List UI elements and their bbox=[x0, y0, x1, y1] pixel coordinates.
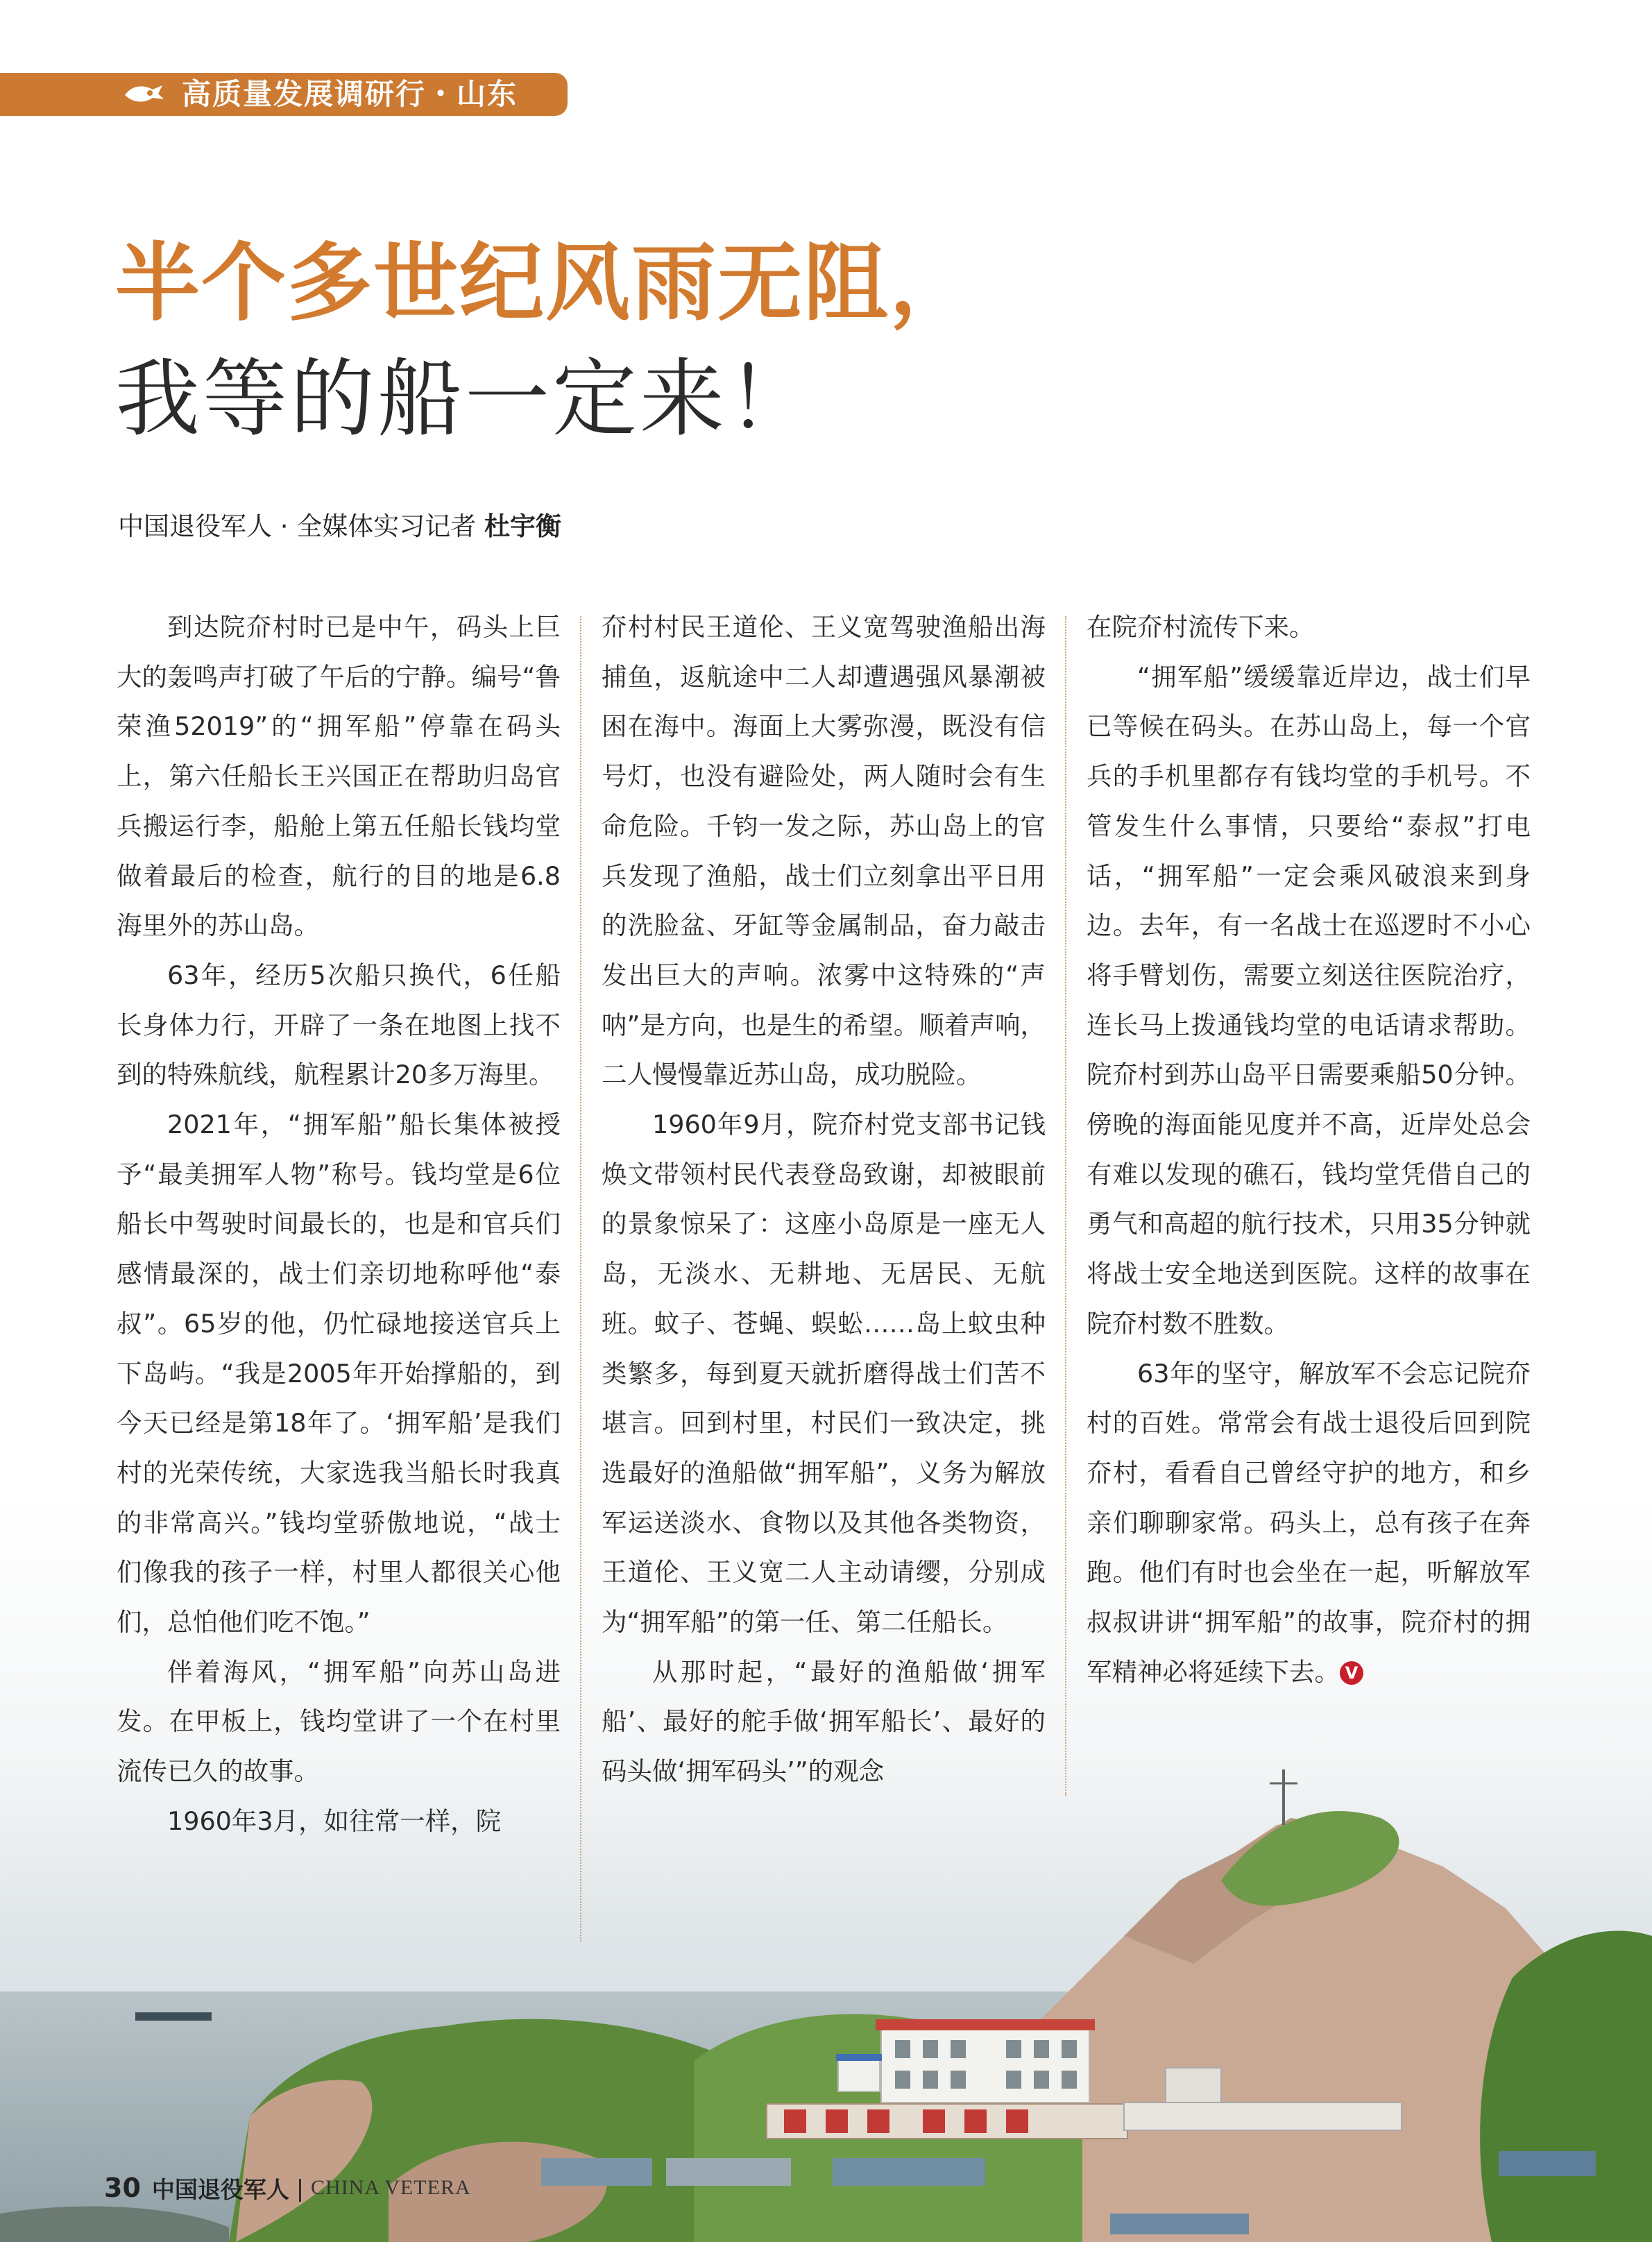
byline-author: 杜宇衡 bbox=[484, 511, 562, 541]
paragraph: 到达院夼村时已是中午，码头上巨大的轰鸣声打破了午后的宁静。编号“鲁荣渔52019”的“拥军船”停靠在码头上，第六任船长王兴国正在帮助归岛官兵搬运行李，船舱上第五任船长钱均堂做着最后的检查，航行的目的地是6.8海里外的苏山岛。 bbox=[117, 612, 561, 941]
paragraph-text: 63年的坚守，解放军不会忘记院夼村的百姓。常常会有战士退役后回到院夼村，看看自己曾经守护的地方，和乡亲们聊聊家常。码头上，总有孩子在奔跑。他们有时也会坐在一起，听解放军叔叔讲讲“拥军船”的故事，院夼村的拥军精神必将延续下去。 bbox=[1087, 1358, 1531, 1687]
column-divider-2 bbox=[1065, 616, 1066, 1796]
paragraph: 2021年，“拥军船”船长集体被授予“最美拥军人物”称号。钱均堂是6位船长中驾驶时间最长的，也是和官兵们感情最深的，战士们亲切地称呼他“泰叔”。65岁的他，仍忙碌地接送官兵上下岛屿。“我是2005年开始撑船的，到今天已经是第18年了。‘拥军船’是我们村的光荣传统，大家选我当船长时我真的非常高兴。”钱均堂骄傲地说，“战士们像我的孩子一样，村里人都很关心他们，总怕他们吃不饱。” bbox=[117, 1110, 561, 1638]
paragraph: 伴着海风，“拥军船”向苏山岛进发。在甲板上，钱均堂讲了一个在村里流传已久的故事。 bbox=[117, 1656, 561, 1787]
magazine-english-name: CHINA VETERA bbox=[311, 2176, 471, 2199]
slogan-wall bbox=[767, 2104, 1127, 2139]
article-column-2 bbox=[602, 602, 1046, 1797]
magazine-name: 中国退役军人 bbox=[151, 2175, 289, 2203]
article-column-1 bbox=[117, 602, 561, 1846]
paragraph: 1960年3月，如往常一样，院 bbox=[167, 1806, 502, 1836]
distant-ship bbox=[135, 2012, 212, 2021]
page-number: 30 bbox=[104, 2173, 141, 2203]
column-divider-1 bbox=[580, 616, 581, 1942]
byline bbox=[118, 505, 561, 543]
veterans-logo-icon bbox=[122, 80, 167, 109]
paragraph: 从那时起，“最好的渔船做‘拥军船’、最好的舵手做‘拥军船长’、最好的码头做‘拥军码头’”的观念 bbox=[602, 1656, 1046, 1787]
paragraph: “拥军船”缓缓靠近岸边，战士们早已等候在码头。在苏山岛上，每一个官兵的手机里都存有钱均堂的手机号。不管发生什么事情，只要给“泰叔”打电话，“拥军船”一定会乘风破浪来到身边。去年，有一名战士在巡逻时不小心将手臂划伤，需要立刻送往医院治疗，连长马上拨通钱均堂的电话请求帮助。院夼村到苏山岛平日需要乘船50分钟。傍晚的海面能见度并不高，近岸处总会有难以发现的礁石，钱均堂凭借自己的勇气和高超的航行技术，只用35分钟就将战士安全地送到医院。这样的故事在院夼村数不胜数。 bbox=[1087, 661, 1531, 1339]
page-footer bbox=[104, 2171, 471, 2205]
barracks-building bbox=[881, 2026, 1089, 2103]
end-mark-icon: V bbox=[1340, 1661, 1363, 1685]
title-line-2: 我等的船一定来！ bbox=[115, 350, 815, 448]
paragraph: 1960年9月，院夼村党支部书记钱焕文带领村民代表登岛致谢，却被眼前的景象惊呆了：这座小岛原是一座无人岛，无淡水、无耕地、无居民、无航班。蚊子、苍蝇、蜈蚣……岛上蚊虫种类繁多，每到夏天就折磨得战士们苦不堪言。回到村里，村民们一致决定，挑选最好的渔船做“拥军船”，义务为解放军运送淡水、食物以及其他各类物资，王道伦、王义宽二人主动请缨，分别成为“拥军船”的第一任、第二任船长。 bbox=[602, 1110, 1046, 1638]
byline-prefix: 中国退役军人 · 全媒体实习记者 bbox=[118, 511, 485, 541]
paragraph-continued: 夼村村民王道伦、王义宽驾驶渔船出海捕鱼，返航途中二人却遭遇强风暴潮被困在海中。海面上大雾弥漫，既没有信号灯，也没有避险处，两人随时会有生命危险。千钧一发之际，苏山岛上的官兵发现了渔船，战士们立刻拿出平日用的洗脸盆、牙缸等金属制品，奋力敲击发出巨大的声响。浓雾中这特殊的“声呐”是方向，也是生的希望。顺着声响，二人慢慢靠近苏山岛，成功脱险。 bbox=[602, 612, 1046, 1090]
section-tag-text: 高质量发展调研行・山东 bbox=[182, 77, 518, 111]
section-tag bbox=[0, 73, 568, 116]
footer-separator: | bbox=[296, 2174, 305, 2202]
paragraph-continued: 在院夼村流传下来。 bbox=[1087, 612, 1315, 642]
title-line-1: 半个多世纪风雨无阻， bbox=[115, 234, 976, 332]
article-column-3 bbox=[1087, 602, 1531, 1697]
paragraph: 63年，经历5次船只换代，6任船长身体力行，开辟了一条在地图上找不到的特殊航线，航程累计20多万海里。 bbox=[117, 960, 561, 1090]
paragraph-last bbox=[1087, 1349, 1531, 1697]
